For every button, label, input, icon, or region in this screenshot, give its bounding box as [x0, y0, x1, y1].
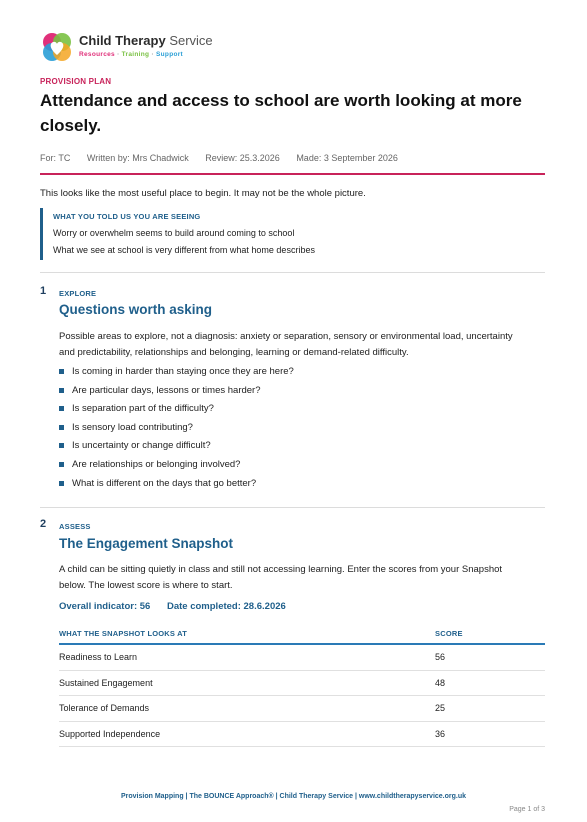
list-item-text: Is coming in harder than staying once they are here? — [72, 366, 294, 377]
list-item-text: Are particular days, lessons or times harder? — [72, 384, 261, 396]
tagline-support: Support — [156, 51, 184, 58]
tagline-separator: · — [151, 51, 154, 58]
logo-mark-icon — [40, 30, 74, 64]
section-kicker: ASSESS — [59, 522, 91, 531]
row-measure: Readiness to Learn — [59, 652, 138, 662]
row-score: 25 — [435, 703, 446, 713]
doc-meta — [40, 153, 412, 163]
list-item — [59, 403, 529, 422]
table-header — [59, 626, 545, 645]
header-divider — [40, 173, 545, 175]
meta-for: For: TC — [40, 153, 71, 163]
section-paragraph: A child can be sitting quietly in class and still not accessing learning. Enter the scores from your Snapshot below. The lowest score is where to start. — [59, 564, 503, 591]
meta-written-by: Written by: Mrs Chadwick — [86, 153, 189, 163]
table-row — [59, 645, 545, 671]
callout-line: Worry or overwhelm seems to build around coming to school — [53, 228, 295, 238]
tagline-separator: · — [117, 51, 120, 58]
section-divider — [40, 272, 545, 273]
tagline-resources: Resources — [79, 51, 115, 58]
list-item-text: Is separation part of the difficulty? — [72, 403, 214, 415]
questions-list — [59, 366, 529, 496]
bullet-square-icon — [59, 425, 64, 430]
bullet-square-icon — [59, 462, 64, 467]
list-item — [59, 459, 529, 478]
bullet-square-icon — [59, 388, 64, 393]
list-item-text: What is different on the days that go better? — [72, 477, 257, 489]
page-title: Attendance and access to school are worth looking at more closely. — [40, 91, 522, 135]
section-divider — [40, 507, 545, 508]
list-item — [59, 478, 529, 497]
header-score: SCORE — [435, 629, 463, 638]
section-number: 2 — [40, 518, 47, 530]
list-item — [59, 385, 529, 404]
bullet-square-icon — [59, 443, 64, 448]
section-paragraph: Possible areas to explore, not a diagnosis: anxiety or separation, sensory or environmental load, uncertainty and predictability, relationships and belonging, learning or demand-related difficulty. — [59, 331, 513, 358]
brand-name-bold: Child Therapy — [79, 33, 166, 48]
table-row — [59, 696, 545, 722]
callout-line: What we see at school is very different from what home describes — [53, 245, 315, 255]
page-number: Page 1 of 3 — [509, 806, 545, 813]
snapshot-table — [59, 626, 545, 747]
meta-made: Made: 3 September 2026 — [296, 153, 398, 163]
row-measure: Sustained Engagement — [59, 677, 153, 688]
observations-callout — [40, 208, 540, 260]
bullet-square-icon — [59, 481, 64, 486]
row-measure: Supported Independence — [59, 728, 161, 739]
row-score: 56 — [435, 652, 446, 662]
list-item-text: Is sensory load contributing? — [72, 421, 193, 433]
bullet-square-icon — [59, 406, 64, 411]
header-measure: WHAT THE SNAPSHOT LOOKS AT — [59, 629, 187, 638]
list-item — [59, 422, 529, 441]
table-row — [59, 671, 545, 697]
row-score: 36 — [435, 728, 446, 739]
list-item-text: Are relationships or belonging involved? — [72, 458, 241, 470]
list-item — [59, 440, 529, 459]
brand-name-light: Service — [169, 33, 213, 48]
page-footer: Provision Mapping | The BOUNCE Approach® | Child Therapy Service | www.childtherapyservice.org.uk — [120, 793, 467, 800]
table-row — [59, 722, 545, 748]
brand-tagline — [79, 51, 183, 58]
tagline-training: Training — [121, 51, 150, 58]
brand-logo — [40, 30, 213, 66]
list-item-text: Is uncertainty or change difficult? — [72, 440, 211, 452]
callout-heading: WHAT YOU TOLD US YOU ARE SEEING — [53, 212, 201, 221]
list-item — [59, 366, 529, 385]
date-completed: Date completed: 28.6.2026 — [166, 601, 286, 612]
section-title: Questions worth asking — [59, 302, 213, 317]
section-title: The Engagement Snapshot — [59, 536, 234, 551]
row-measure: Tolerance of Demands — [59, 703, 150, 713]
section-number: 1 — [40, 285, 47, 297]
brand-name — [79, 33, 213, 48]
row-score: 48 — [435, 677, 446, 688]
snapshot-indicators — [59, 601, 300, 612]
overall-indicator: Overall indicator: 56 — [59, 601, 151, 612]
meta-review: Review: 25.3.2026 — [205, 153, 280, 163]
bullet-square-icon — [59, 369, 64, 374]
section-kicker: EXPLORE — [59, 289, 97, 298]
doc-kicker: PROVISION PLAN — [40, 77, 112, 86]
intro-text: This looks like the most useful place to begin. It may not be the whole picture. — [40, 188, 366, 199]
